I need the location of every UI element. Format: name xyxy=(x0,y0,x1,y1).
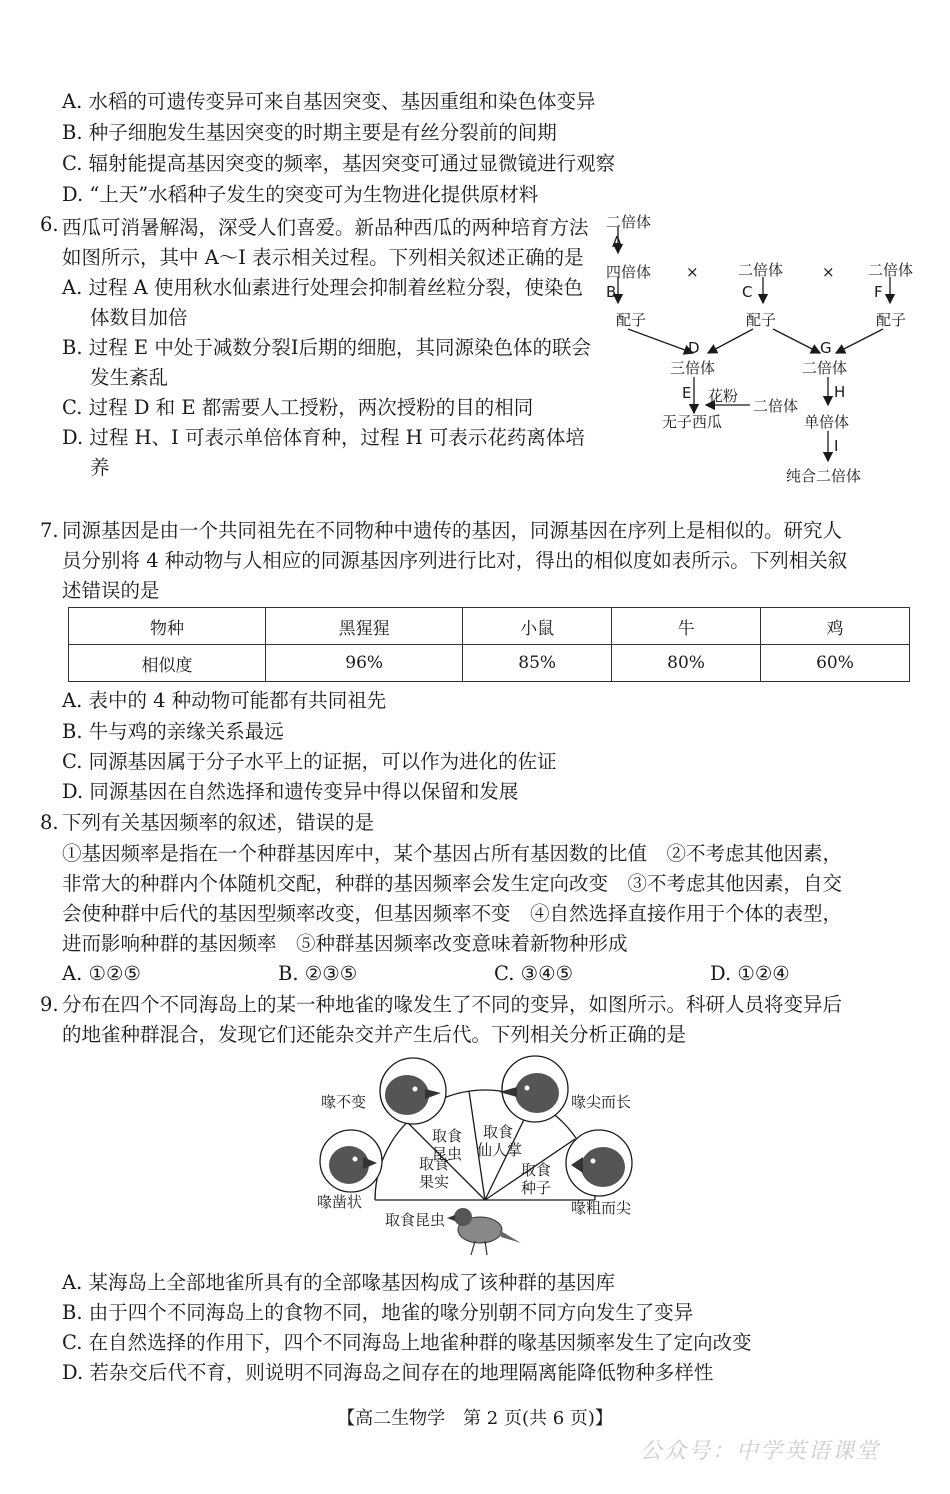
diagram-label-h: H xyxy=(834,383,846,401)
q9-option-c: C. 在自然选择的作用下，四个不同海岛上地雀种群的喙基因频率发生了定向改变 xyxy=(62,1331,752,1354)
q7-option-c: C. 同源基因属于分子水平上的证据，可以作为进化的佐证 xyxy=(62,750,557,773)
page-footer: 【高二生物学 第 2 页(共 6 页)】 xyxy=(337,1408,613,1429)
bird-head-thick-pointed-icon xyxy=(566,1130,632,1196)
table-header-cell: 鸡 xyxy=(761,608,910,645)
q8-statement-2: 非常大的种群内个体随机交配，种群的基因频率会发生定向改变 ③不考虑其他因素，自交 xyxy=(62,872,843,895)
diagram-label-a: A xyxy=(612,233,623,251)
diagram-label-b: B xyxy=(606,283,617,301)
table-header-cell: 黑猩猩 xyxy=(266,608,463,645)
q8-option-b: B. ②③⑤ xyxy=(278,962,358,985)
finch-beak-figure xyxy=(315,1055,645,1265)
sector-cactus-line2: 仙人掌 xyxy=(477,1141,523,1159)
table-header-cell: 物种 xyxy=(69,608,266,645)
table-header-cell: 牛 xyxy=(612,608,761,645)
diagram-label-d: D xyxy=(688,339,700,357)
q7-number: 7. xyxy=(40,519,59,542)
q8-option-d: D. ①②④ xyxy=(710,962,790,985)
diagram-label-i: I xyxy=(834,437,839,455)
q9-stem-2: 的地雀种群混合，发现它们还能杂交并产生后代。下列相关分析正确的是 xyxy=(62,1023,687,1046)
q5-option-c: C. 辐射能提高基因突变的频率，基因突变可通过显微镜进行观察 xyxy=(62,152,616,175)
diagram-pure-diploid: 纯合二倍体 xyxy=(786,467,862,485)
diagram-haploid: 单倍体 xyxy=(804,413,850,431)
diagram-gamete-left: 配子 xyxy=(616,311,647,329)
diagram-triploid: 三倍体 xyxy=(670,359,716,377)
table-cell: 96% xyxy=(266,645,463,682)
diagram-diploid-g: 二倍体 xyxy=(802,359,848,377)
label-beak-thick-pointed: 喙粗而尖 xyxy=(571,1199,632,1217)
diagram-diploid-start: 二倍体 xyxy=(606,213,652,231)
diagram-label-f: F xyxy=(874,283,883,301)
label-beak-chisel: 喙凿状 xyxy=(317,1193,363,1211)
sector-seed-line2: 种子 xyxy=(521,1179,552,1197)
diagram-gamete-middle: 配子 xyxy=(746,311,777,329)
q7-option-a: A. 表中的 4 种动物可能都有共同祖先 xyxy=(62,689,387,712)
table-cell: 60% xyxy=(761,645,910,682)
table-cell: 85% xyxy=(463,645,612,682)
q6-stem: 西瓜可消暑解渴，深受人们喜爱。新品种西瓜的两种培育方法如图所示，其中 A～I 表示相关过程。下列相关叙述正确的是 xyxy=(62,216,589,269)
q9-number: 9. xyxy=(40,993,59,1016)
diagram-cross-1: × xyxy=(686,263,699,281)
bird-head-unchanged-icon xyxy=(380,1058,446,1124)
q7-stem-1: 同源基因是由一个共同祖先在不同物种中遗传的基因，同源基因在序列上是相似的。研究人 xyxy=(62,519,843,542)
q6-text xyxy=(62,213,602,483)
sector-seed-line1: 取食 xyxy=(521,1161,552,1179)
diagram-label-e: E xyxy=(682,384,692,402)
q6-option-a: A. 过程 A 使用秋水仙素进行处理会抑制着丝粒分裂，使染色体数目加倍 xyxy=(62,276,583,329)
diagram-diploid-pollen: 二倍体 xyxy=(753,397,799,415)
q5-option-a: A. 水稻的可遗传变异可来自基因突变、基因重组和染色体变异 xyxy=(62,90,596,113)
diagram-tetraploid: 四倍体 xyxy=(606,263,652,281)
q8-statement-4: 进而影响种群的基因频率 ⑤种群基因频率改变意味着新物种形成 xyxy=(62,932,628,955)
q7-stem-3: 述错误的是 xyxy=(62,579,160,602)
q8-option-c: C. ③④⑤ xyxy=(494,962,574,985)
diagram-seedless: 无子西瓜 xyxy=(662,413,723,431)
q7-option-d: D. 同源基因在自然选择和遗传变异中得以保留和发展 xyxy=(62,780,519,803)
q8-number: 8. xyxy=(40,811,59,834)
diagram-pollen: 花粉 xyxy=(708,387,739,405)
diagram-label-g: G xyxy=(820,339,832,357)
table-cell: 相似度 xyxy=(69,645,266,682)
q9-stem-1: 分布在四个不同海岛上的某一种地雀的喙发生了不同的变异，如图所示。科研人员将变异后 xyxy=(62,993,843,1016)
sector-insect-line2: 昆虫 xyxy=(432,1145,463,1163)
diagram-gamete-right: 配子 xyxy=(876,311,907,329)
sector-fruit-line1: 取食 xyxy=(419,1155,450,1173)
label-beak-unchanged: 喙不变 xyxy=(321,1093,367,1111)
watermelon-breeding-diagram xyxy=(598,205,928,495)
q9-option-a: A. 某海岛上全部地雀所具有的全部喙基因构成了该种群的基因库 xyxy=(62,1271,615,1294)
table-header-row xyxy=(69,608,910,645)
q6-option-c: C. 过程 D 和 E 都需要人工授粉，两次授粉的目的相同 xyxy=(62,396,534,419)
diagram-label-c: C xyxy=(742,283,753,301)
q9-option-d: D. 若杂交后代不育，则说明不同海岛之间存在的地理隔离能降低物种多样性 xyxy=(62,1361,714,1384)
sector-fruit-line2: 果实 xyxy=(419,1173,450,1191)
q8-statement-1: ①基因频率是指在一个种群基因库中，某个基因占所有基因数的比值 ②不考虑其他因素， xyxy=(62,842,843,865)
q7-option-b: B. 牛与鸡的亲缘关系最远 xyxy=(62,720,284,743)
watermark: 公众号：中学英语课堂 xyxy=(640,1439,881,1464)
q9-option-b: B. 由于四个不同海岛上的食物不同，地雀的喙分别朝不同方向发生了变异 xyxy=(62,1301,694,1324)
table-cell: 80% xyxy=(612,645,761,682)
diagram-cross-2: × xyxy=(822,263,835,281)
q6-number: 6. xyxy=(40,213,59,236)
q8-stem: 下列有关基因频率的叙述，错误的是 xyxy=(62,811,375,834)
table-row xyxy=(69,645,910,682)
q7-stem-2: 员分别将 4 种动物与人相应的同源基因序列进行比对，得出的相似度如表所示。下列相关叙 xyxy=(62,549,848,572)
q8-option-a: A. ①②⑤ xyxy=(62,962,141,985)
q6-option-b: B. 过程 E 中处于减数分裂Ⅰ后期的细胞，其同源染色体的联会发生紊乱 xyxy=(62,336,592,389)
q5-option-d: D. “上天”水稻种子发生的突变可为生物进化提供原材料 xyxy=(62,183,539,206)
q5-option-b: B. 种子细胞发生基因突变的时期主要是有丝分裂前的间期 xyxy=(62,121,557,144)
label-beak-pointed-long: 喙尖而长 xyxy=(571,1093,632,1111)
finch-bird-icon xyxy=(447,1208,521,1255)
bird-head-pointed-long-icon xyxy=(499,1056,568,1122)
sector-cactus-line1: 取食 xyxy=(483,1123,514,1141)
q8-statement-3: 会使种群中后代的基因型频率改变，但基因频率不变 ④自然选择直接作用于个体的表型， xyxy=(62,902,843,925)
diagram-diploid-right: 二倍体 xyxy=(868,261,914,279)
q6-option-d: D. 过程 H、I 可表示单倍体育种，过程 H 可表示花药离体培养 xyxy=(62,426,585,479)
bird-head-chisel-icon xyxy=(320,1130,382,1192)
diagram-diploid-middle: 二倍体 xyxy=(738,261,784,279)
label-eat-insects: 取食昆虫 xyxy=(385,1211,446,1229)
sector-insect-line1: 取食 xyxy=(432,1127,463,1145)
similarity-table xyxy=(68,607,910,682)
table-header-cell: 小鼠 xyxy=(463,608,612,645)
